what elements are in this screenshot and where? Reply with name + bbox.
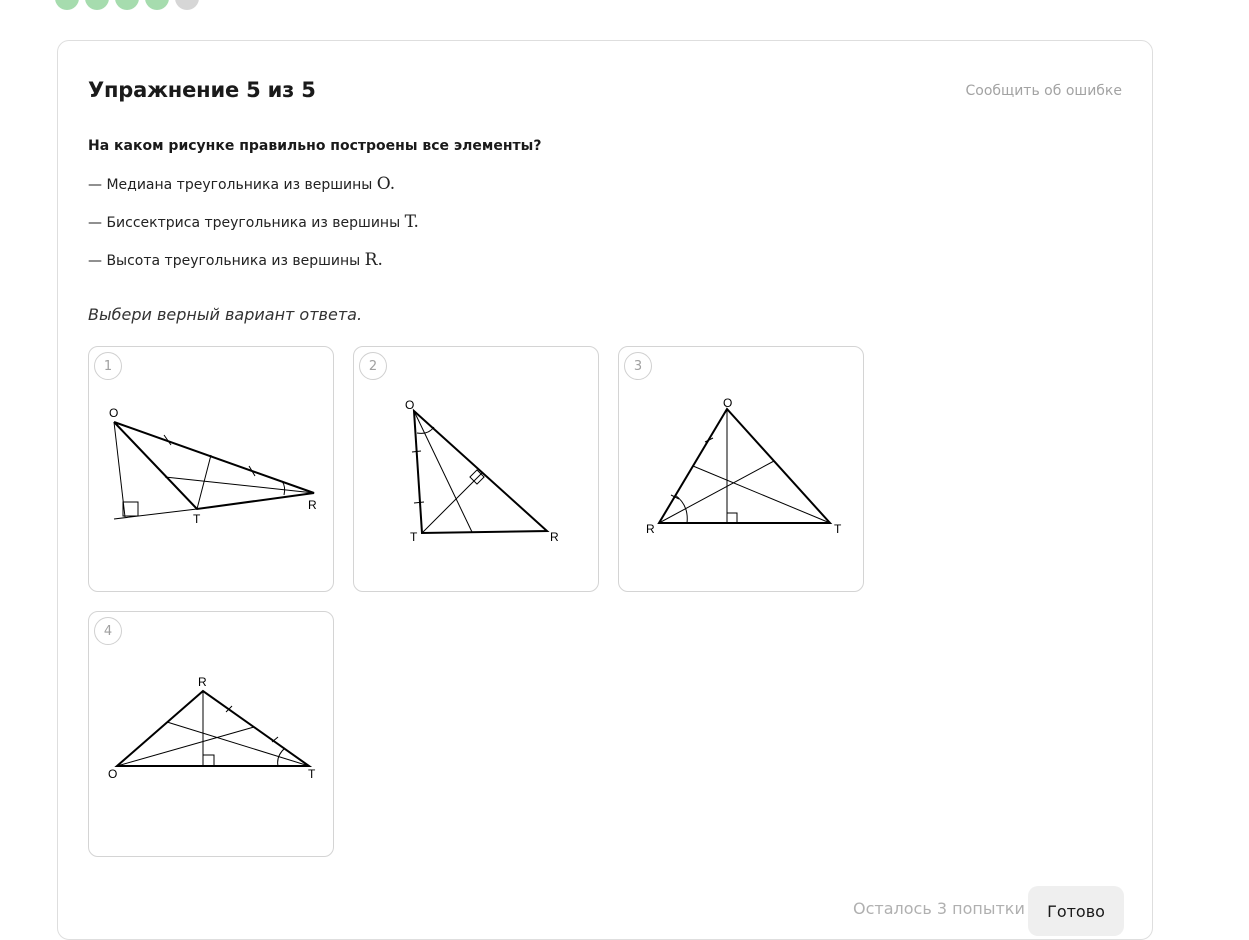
attempts-remaining: Осталось 3 попытки — [853, 899, 1025, 918]
option-number: 4 — [94, 617, 122, 645]
condition-text: — Биссектриса треугольника из вершины — [88, 215, 405, 231]
option-number: 2 — [359, 352, 387, 380]
condition-tail: . — [377, 250, 383, 270]
triangle-figure-3 — [619, 347, 865, 593]
vertex-label-o: O — [108, 767, 118, 781]
vertex-label-o: O — [109, 406, 119, 420]
condition-text: — Высота треугольника из вершины — [88, 253, 365, 269]
progress-dot-1 — [55, 0, 79, 10]
triangle-figure-2 — [354, 347, 600, 593]
vertex-label-o: O — [723, 396, 733, 410]
condition-tail: . — [413, 212, 419, 232]
condition-vertex: O — [376, 174, 390, 194]
triangle-figure-1 — [89, 347, 335, 593]
question-text: На каком рисунке правильно построены все элементы? — [88, 138, 542, 154]
condition-vertex: R — [364, 250, 378, 270]
progress-dot-3 — [115, 0, 139, 10]
condition-median — [88, 174, 395, 194]
answer-option-1[interactable] — [88, 346, 334, 592]
answer-option-3[interactable] — [618, 346, 864, 592]
vertex-label-t: T — [193, 512, 201, 526]
vertex-label-r: R — [308, 498, 317, 512]
condition-vertex: T — [404, 212, 414, 232]
exercise-card — [57, 40, 1153, 940]
vertex-label-t: T — [308, 767, 316, 781]
done-button[interactable]: Готово — [1028, 886, 1124, 936]
condition-tail: . — [389, 174, 396, 194]
answer-option-4[interactable] — [88, 611, 334, 857]
option-number: 3 — [624, 352, 652, 380]
answer-option-2[interactable] — [353, 346, 599, 592]
option-number: 1 — [94, 352, 122, 380]
report-error-link[interactable]: Сообщить об ошибке — [965, 83, 1122, 99]
exercise-title: Упражнение 5 из 5 — [88, 78, 316, 102]
vertex-label-r: R — [198, 675, 207, 689]
vertex-label-t: T — [834, 522, 842, 536]
progress-dot-5 — [175, 0, 199, 10]
vertex-label-o: O — [405, 398, 415, 412]
condition-bisector — [88, 212, 419, 232]
condition-height — [88, 250, 383, 270]
progress-dot-2 — [85, 0, 109, 10]
vertex-label-t: T — [410, 530, 418, 544]
vertex-label-r: R — [646, 522, 655, 536]
answer-hint: Выбери верный вариант ответа. — [88, 305, 363, 324]
condition-text: — Медиана треугольника из вершины — [88, 177, 377, 193]
progress-dot-4 — [145, 0, 169, 10]
progress-indicator — [55, 0, 199, 10]
triangle-figure-4 — [89, 612, 335, 858]
vertex-label-r: R — [550, 530, 559, 544]
